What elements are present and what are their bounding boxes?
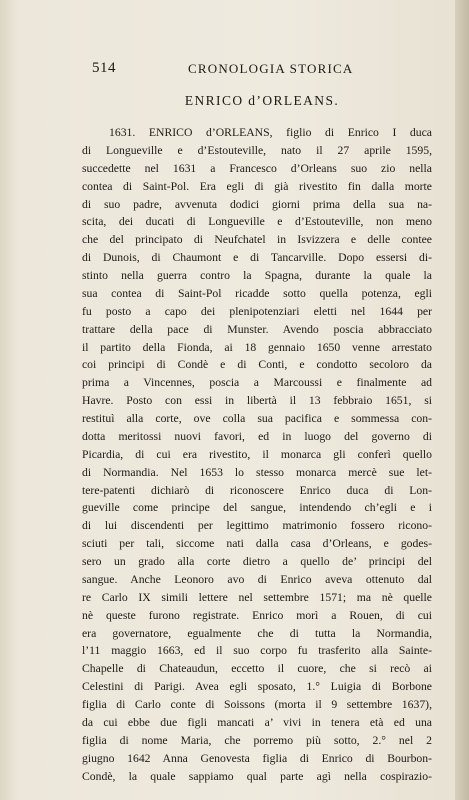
text-line: che del principato di Neufchatel in Isvizzera e delle contee: [82, 233, 432, 247]
text-line: gueville come principe del sangue, intendendo ch’egli e i: [82, 501, 432, 515]
text-line: contea di Saint-Pol. Era egli di già rivestito fin dalla morte: [82, 179, 432, 193]
text-line: di suo padre, avvenuta dodici giorni prima della sua na-: [82, 197, 432, 211]
text-line: tere-patenti dichiarò di riconoscere Enrico duca di Lon-: [82, 483, 432, 497]
section-title: ENRICO d’ORLEANS.: [184, 93, 340, 108]
text-line: era governatore, egualmente che di tutta la Normandia,: [82, 626, 432, 640]
text-line: prima a Vincennes, poscia a Marcoussi e finalmente ad: [82, 376, 432, 390]
text-line: fu posto a capo dei plenipotenziari eletti nel 1644 per: [82, 304, 432, 318]
text-line: dotta meritossi nuovi favori, ed in luogo del governo di: [82, 429, 432, 443]
text-line: trattare della pace di Munster. Avendo poscia abbracciato: [82, 322, 432, 336]
text-line: Celestini di Parigi. Avea egli sposato, 1.° Luigia di Borbone: [82, 680, 432, 694]
text-line: scita, dei ducati di Longueville e d’Estouteville, non meno: [82, 215, 432, 229]
text-line: restituì alla corte, ove colla sua pacifica e sommessa con-: [82, 412, 432, 425]
page-number: 514: [92, 60, 116, 76]
text-line: di Dunois, di Chaumont e di Tancarville. Dopo essersi di-: [82, 251, 432, 265]
text-line: sciuti per tali, siccome nati dalla casa d’Orleans, e godes-: [82, 537, 432, 551]
text-line: di lui discendenti per legittimo matrimonio fossero ricono-: [82, 519, 432, 533]
text-line: sangue. Anche Leonoro avo di Enrico aveva ottenuto dal: [82, 572, 432, 586]
text-line: figlia di Carlo conte di Soissons (morta il 9 settembre 1637),: [82, 698, 432, 711]
text-line: nè queste furono registrate. Enrico morì a Rouen, di cui: [82, 608, 432, 622]
text-line: il partito della Fionda, ai 18 gennaio 1650 venne arrestato: [82, 340, 432, 354]
text-line: 1631. ENRICO d’ORLEANS, figlio di Enrico I duca: [109, 126, 432, 139]
page-header: [92, 60, 432, 80]
running-title: CRONOLOGIA STORICA: [188, 61, 354, 76]
text-line: da cui ebbe due figli mancati a’ vivi in tenera età ed una: [82, 715, 432, 729]
text-line: l’11 maggio 1663, ed il suo corpo fu trasferito alla Sainte-: [82, 644, 432, 658]
text-line: Chapelle di Chateaudun, eccetto il cuore, che si recò ai: [82, 662, 432, 676]
text-line: sua contea di Saint-Pol ricadde sotto quella potenza, egli: [82, 286, 432, 300]
text-line: giugno 1642 Anna Genovesta figlia di Enrico di Bourbon-: [82, 751, 432, 765]
text-line: re Carlo IX simili lettere nel settembre 1571; ma nè quelle: [82, 590, 432, 604]
text-line: succedette nel 1631 a Francesco d’Orleans suo zio nella: [82, 161, 432, 175]
text-line: Condè, la quale sappiamo qual parte agì nella cospirazio-: [82, 769, 432, 783]
text-line: coi principi di Condè e di Conti, e condotto secoloro da: [82, 358, 432, 372]
page-gutter-shadow: [455, 0, 469, 800]
text-line: di Normandia. Nel 1653 lo stesso monarca mercè sue let-: [82, 465, 432, 479]
text-line: stinto nella guerra contro la Spagna, durante la quale la: [82, 269, 432, 282]
text-line: figlia di nome Maria, che porremo più sotto, 2.° nel 2: [82, 733, 432, 747]
body-text: [82, 124, 432, 785]
text-line: sero un grado alla corte dietro a quello de’ principi del: [82, 555, 432, 568]
text-line: Havre. Posto con essi in libertà il 13 febbraio 1651, si: [82, 394, 432, 408]
text-line: Picardia, di cui era rivestito, il monarca gli conferì quello: [82, 447, 432, 461]
text-line: di Longueville e d’Estouteville, nato il 27 aprile 1595,: [82, 143, 432, 157]
